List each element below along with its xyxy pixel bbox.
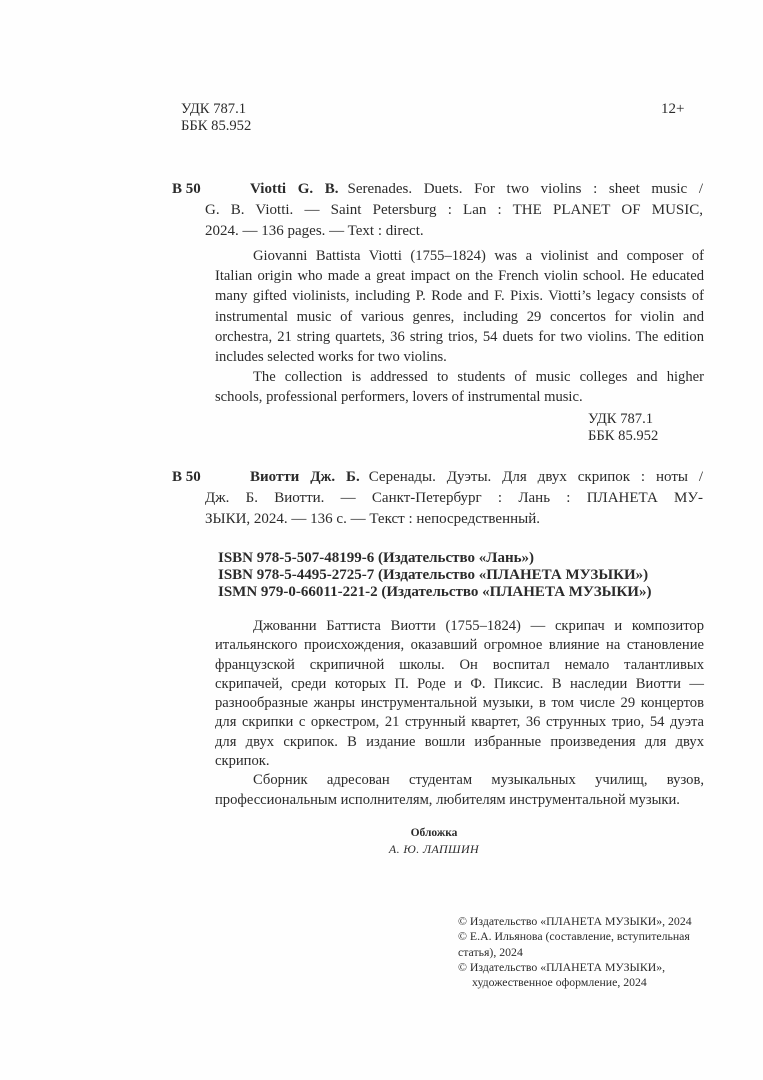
annotation-line: Italian origin who made a great impact on the French violin school. He educated [215,268,704,285]
cover-credit [134,827,734,857]
annotation-line: Сборник адресован студентам музыкальных училищ, вузов, [253,772,704,789]
annotation-line: французской скрипичной школы. Он воспитал немало талантливых [215,656,704,673]
entry-label: В 50 [172,469,201,485]
entry-author: Viotti G. B. [250,181,339,197]
isbn-line: ISBN 978-5-4495-2725-7 (Издательство «ПЛАНЕТА МУЗЫКИ») [218,566,649,583]
entry-line: 2024. — 136 pages. — Text : direct. [205,222,424,239]
annotation-line: orchestra, 21 string quartets, 36 string trios, 54 duets for two violins. The edition [215,328,704,345]
annotation-russian [215,617,704,810]
isbn-line: ISBN 978-5-507-48199-6 (Издательство «Лань») [218,550,535,566]
copyright-line: художественное оформление, 2024 [472,975,647,990]
udc-code-mid: УДК 787.1 [588,411,654,427]
annotation-line: скрипачей, среди которых П. Роде и Ф. Пиксис. В наследии Виотти — [215,675,704,692]
annotation-line: разнообразные жанры инструментальной музыки, в том числе 29 концертов [215,695,704,712]
catalog-entry-russian [172,467,703,529]
entry-first-line [205,179,703,200]
copyright-line: © Издательство «ПЛАНЕТА МУЗЫКИ», [458,959,666,974]
annotation-line: many gifted violinists, including P. Rode and F. Pixis. Viotti’s legacy consists of [215,288,704,305]
annotation-line: скрипок. [215,753,270,770]
isbn-block [218,550,651,601]
annotation-line: итальянского происхождения, оказавший огромное влияние на становление [215,637,704,654]
annotation-line: для скрипки с оркестром, 21 струнный квартет, 36 струнных трио, 54 дуэта [215,714,704,731]
cover-role-label: Обложка [410,827,458,839]
bbk-code-top: ББК 85.952 [181,118,252,135]
annotation-line: для двух скрипок. В издание вошли избранные произведения для двух [215,733,704,750]
annotation-line: includes selected works for two violins. [215,349,447,366]
annotation-line: The collection is addressed to students of music colleges and higher [253,369,704,386]
copyright-line: © Издательство «ПЛАНЕТА МУЗЫКИ», 2024 [458,914,692,928]
entry-line: ЗЫКИ, 2024. — 136 с. — Текст : непосредственный. [205,510,540,527]
classification-codes-top [181,101,251,135]
copyright-block [458,914,738,990]
annotation-line: профессиональным исполнителям, любителям инструментальной музыки. [215,791,680,808]
classification-codes-middle [588,411,658,445]
entry-title-text: Serenades. Duets. For two violins : sheet music / [347,181,703,197]
annotation-line: schools, professional performers, lovers of instrumental music. [215,389,583,406]
copyright-line: © Е.А. Ильянова (составление, вступительная [458,929,690,944]
annotation-line: instrumental music of various genres, including 29 concertos for violin and [215,308,704,325]
entry-label: В 50 [172,181,201,197]
entry-first-line [205,467,703,488]
bbk-code-mid: ББК 85.952 [588,428,659,445]
udc-code-top: УДК 787.1 [181,101,247,117]
annotation-line: Джованни Баттиста Виотти (1755–1824) — скрипач и композитор [253,618,704,634]
annotation-line: Giovanni Battista Viotti (1755–1824) was a violinist and composer of [253,248,704,264]
entry-author: Виотти Дж. Б. [250,469,360,485]
annotation-english [215,246,704,408]
ismn-line: ISMN 979-0-66011-221-2 (Издательство «ПЛАНЕТА МУЗЫКИ») [218,583,652,600]
catalog-entry-english [172,179,703,241]
entry-line: G. B. Viotti. — Saint Petersburg : Lan : THE PLANET OF MUSIC, [205,201,703,218]
copyright-line: статья), 2024 [458,944,523,959]
age-rating-badge: 12+ [661,101,685,117]
cover-designer-name: А. Ю. ЛАПШИН [388,842,480,856]
entry-title-text: Серенады. Дуэты. Для двух скрипок : ноты / [368,469,703,485]
entry-line: Дж. Б. Виотти. — Санкт-Петербург : Лань : ПЛАНЕТА МУ- [205,489,703,506]
